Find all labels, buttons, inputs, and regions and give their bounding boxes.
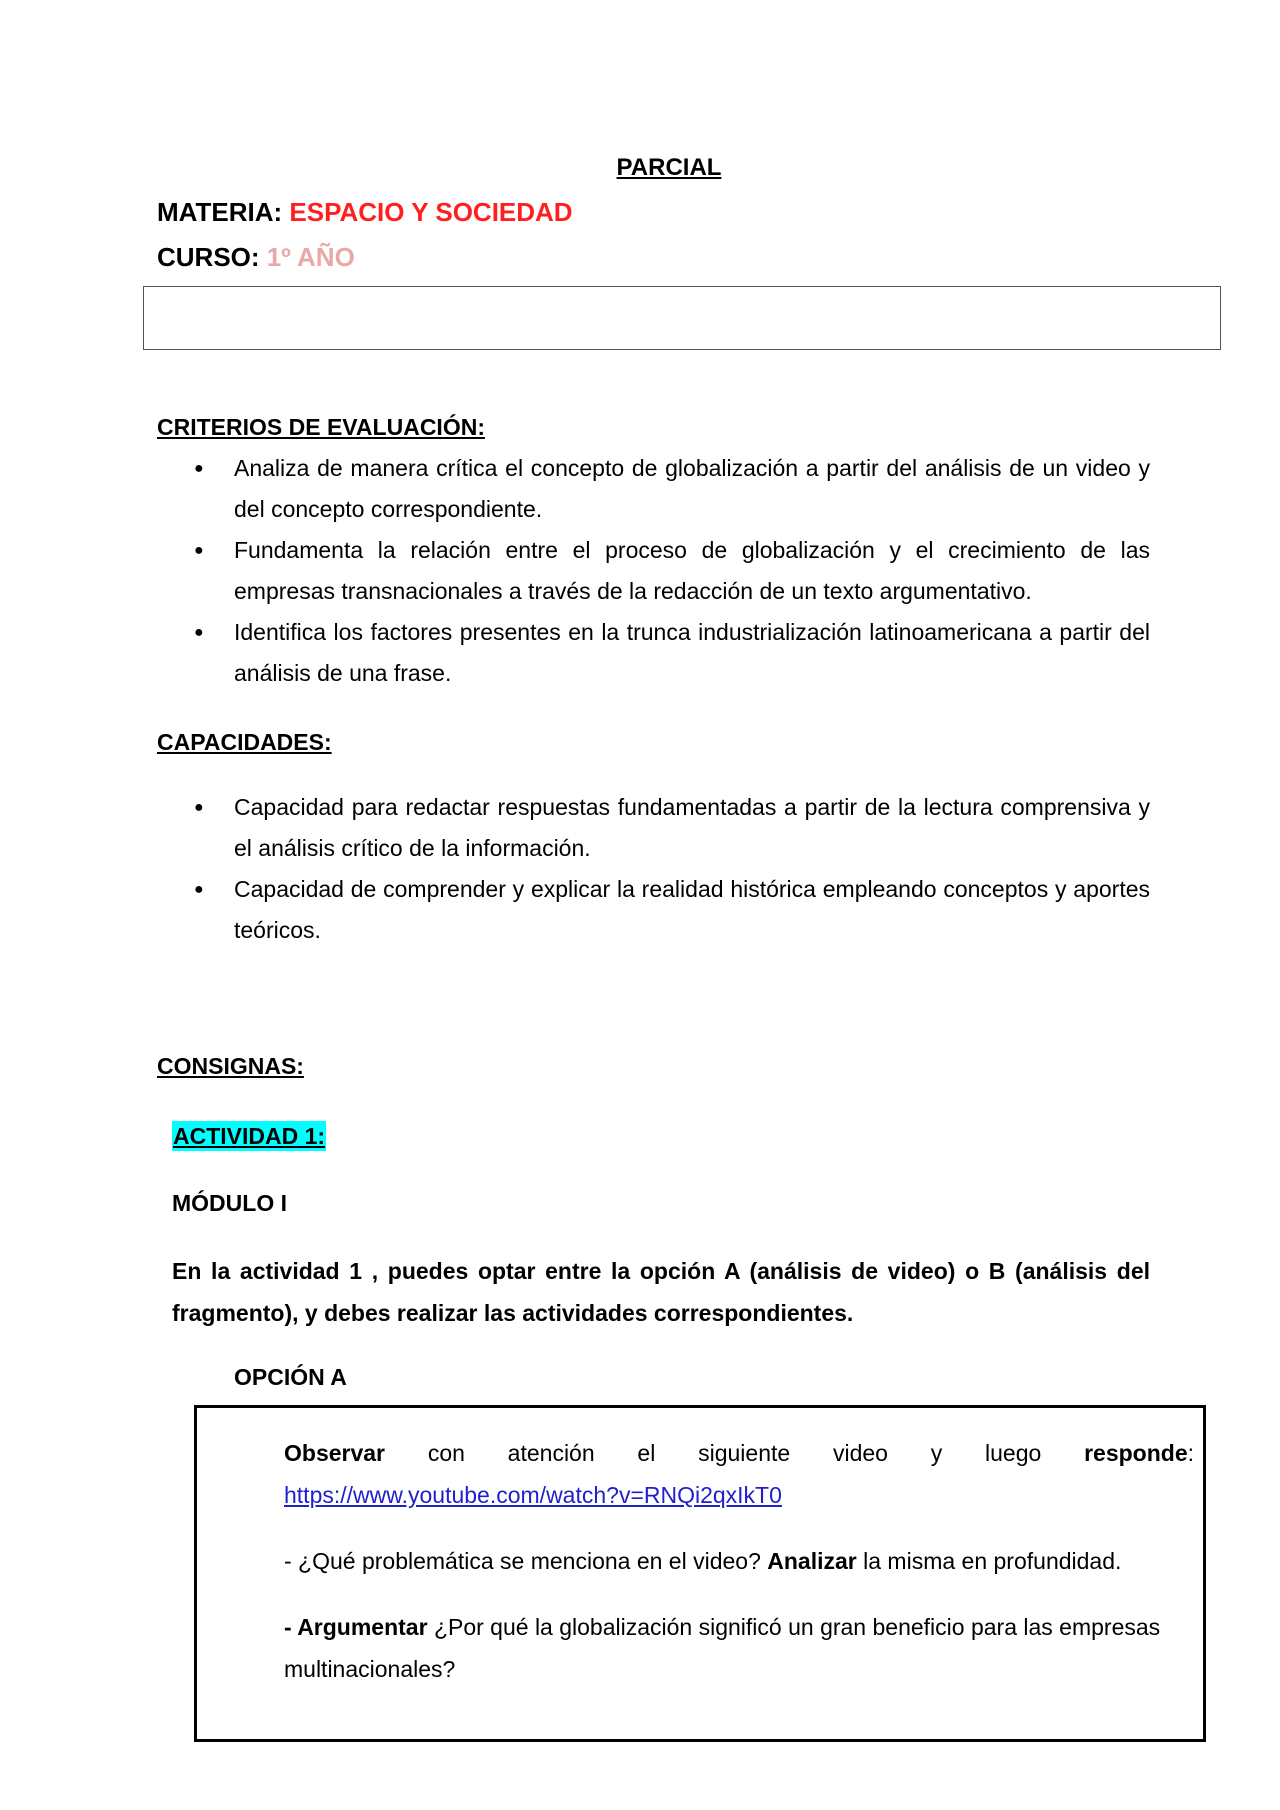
criterios-heading: CRITERIOS DE EVALUACIÓN:	[157, 414, 485, 440]
list-item: ● Fundamenta la relación entre el proceso de globalización y el crecimiento de las empresas transnacionales a través de la redacción de un texto argumentativo.	[190, 530, 1150, 612]
page-title: PARCIAL	[616, 154, 722, 181]
materia-line	[157, 197, 573, 228]
observar-bold: Observar	[284, 1440, 386, 1466]
capacidades-list	[190, 787, 1150, 951]
name-entry-box[interactable]	[143, 286, 1221, 350]
actividad-label: ACTIVIDAD 1:	[173, 1123, 326, 1149]
materia-value: ESPACIO Y SOCIEDAD	[289, 197, 573, 227]
bullet-icon: ●	[194, 799, 204, 816]
curso-line	[157, 242, 355, 273]
consignas-heading: CONSIGNAS:	[157, 1053, 304, 1079]
responde-bold: responde	[1084, 1440, 1188, 1466]
video-link[interactable]: https://www.youtube.com/watch?v=RNQi2qxIkT0	[284, 1482, 782, 1508]
curso-value: 1º AÑO	[266, 242, 355, 272]
list-item: ● Capacidad de comprender y explicar la realidad histórica empleando conceptos y aportes teóricos.	[190, 869, 1150, 951]
capacidades-heading: CAPACIDADES:	[157, 729, 332, 755]
bullet-icon: ●	[194, 881, 204, 898]
question-2: - Argumentar ¿Por qué la globalización significó un gran beneficio para las empresas multinacionales?	[284, 1614, 1161, 1682]
bullet-icon: ●	[194, 542, 204, 559]
list-item: ● Capacidad para redactar respuestas fundamentadas a partir de la lectura comprensiva y el análisis crítico de la información.	[190, 787, 1150, 869]
materia-label: MATERIA:	[157, 197, 283, 227]
curso-label: CURSO:	[157, 242, 260, 272]
instruction-mid: con atención el siguiente video y luego	[427, 1440, 1042, 1466]
modulo-label: MÓDULO I	[172, 1190, 287, 1216]
instruction-line: Observar con atención el siguiente video y luego responde:	[284, 1440, 1195, 1466]
opcion-label: OPCIÓN A	[234, 1364, 347, 1390]
criterios-list	[190, 448, 1150, 694]
list-item: ● Identifica los factores presentes en la trunca industrialización latinoamericana a partir del análisis de una frase.	[190, 612, 1150, 694]
video-link-line	[284, 1474, 1194, 1516]
bullet-icon: ●	[194, 460, 204, 477]
list-item: ● Analiza de manera crítica el concepto de globalización a partir del análisis de un video y del concepto correspondiente.	[190, 448, 1150, 530]
question-1: - ¿Qué problemática se menciona en el video? Analizar la misma en profundidad.	[284, 1548, 1122, 1574]
bullet-icon: ●	[194, 624, 204, 641]
actividad-intro: En la actividad 1 , puedes optar entre la opción A (análisis de video) o B (análisis del fragmento), y debes realizar las actividades correspondientes.	[172, 1258, 1150, 1326]
